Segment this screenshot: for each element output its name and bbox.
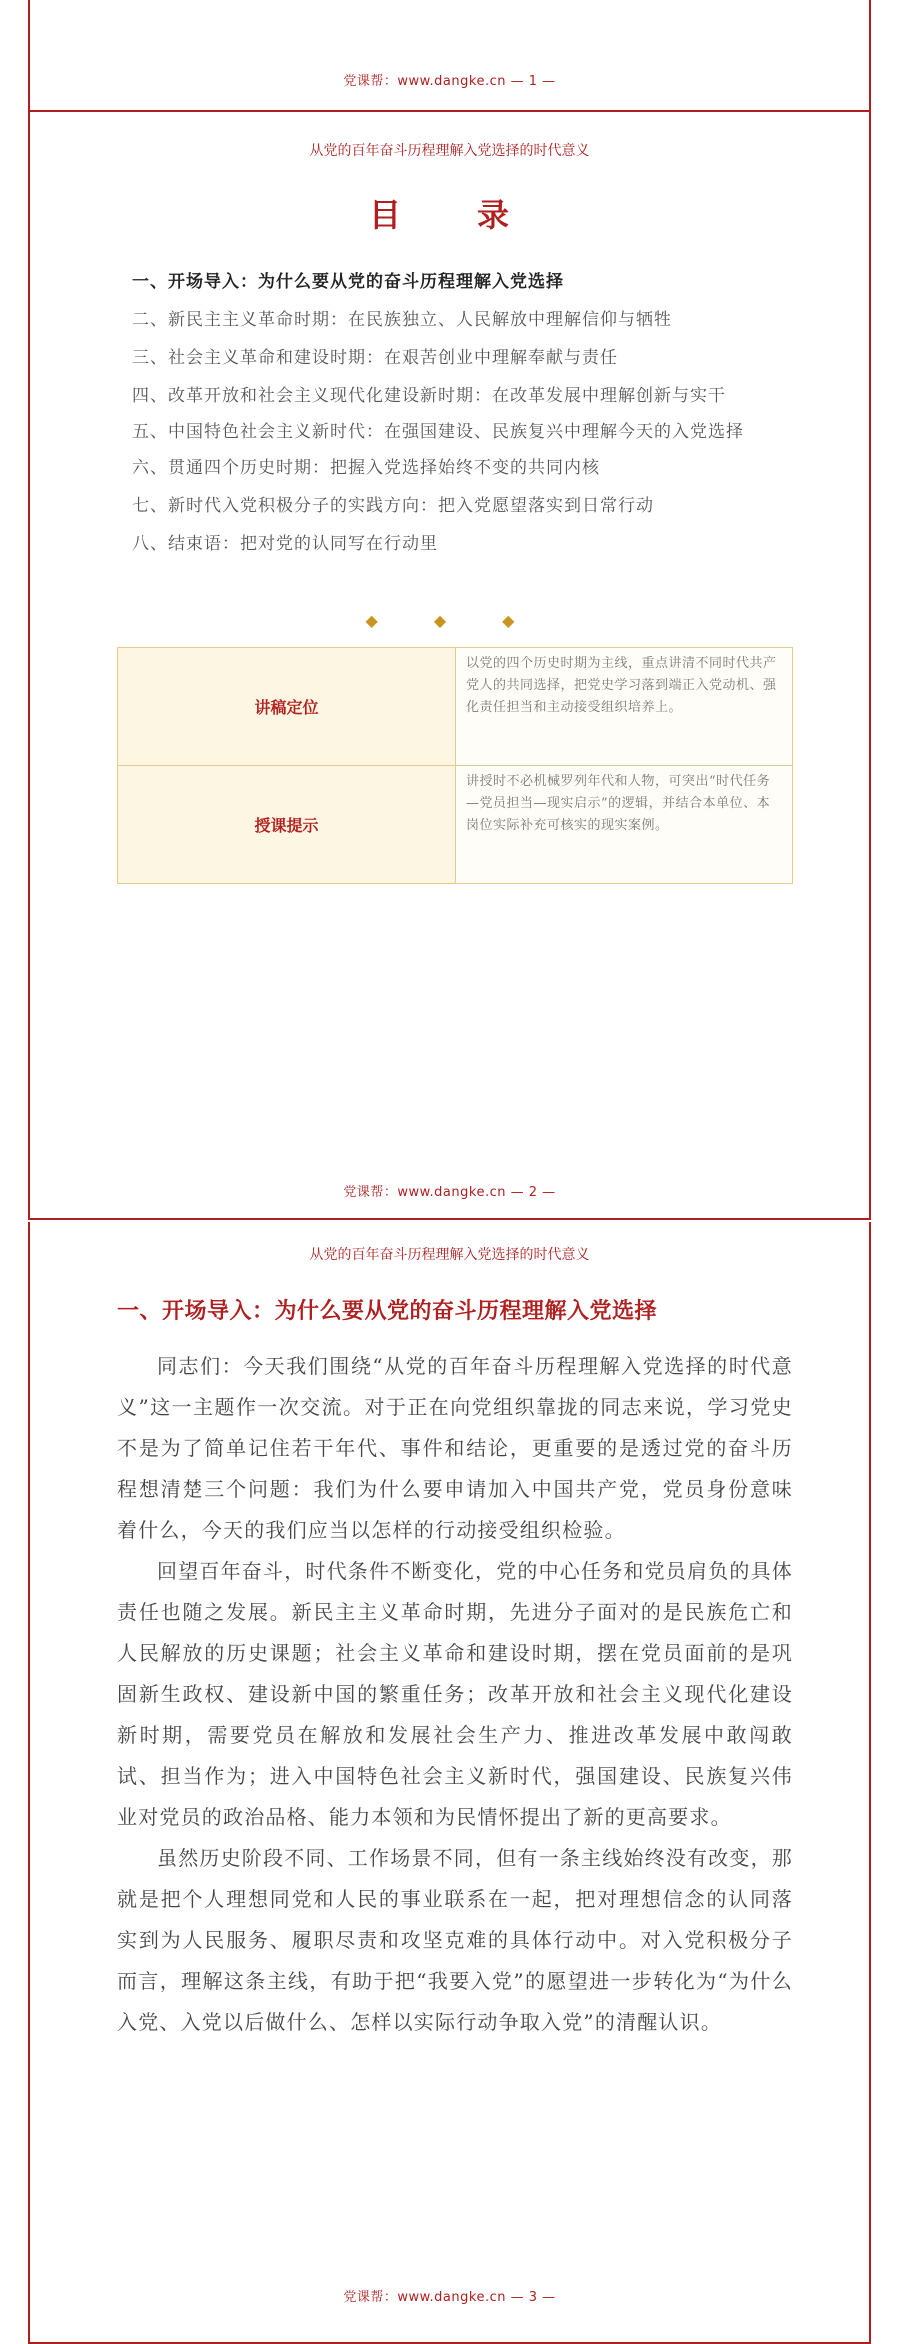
running-header-3: 从党的百年奋斗历程理解入党选择的时代意义 (309, 1247, 590, 1263)
toc-item-8[interactable]: 八、结束语：把对党的认同写在行动里 (132, 534, 438, 554)
toc-title: 目 录 (368, 196, 531, 234)
running-header-2: 从党的百年奋斗历程理解入党选择的时代意义 (309, 143, 590, 159)
info-label-positioning: 讲稿定位 (118, 648, 456, 766)
info-text-positioning: 以党的四个历史时期为主线，重点讲清不同时代共产党人的共同选择，把党史学习落到端正入党动机、强化责任担当和主动接受组织培养上。 (456, 648, 793, 766)
info-row-teaching-tip (118, 766, 793, 884)
toc-item-1[interactable]: 一、开场导入：为什么要从党的奋斗历程理解入党选择 (132, 272, 564, 292)
diamond-ornament: ◆ ◆ ◆ (365, 611, 535, 630)
toc-item-5[interactable]: 五、中国特色社会主义新时代：在强国建设、民族复兴中理解今天的入党选择 (132, 422, 744, 442)
toc-item-6[interactable]: 六、贯通四个历史时期：把握入党选择始终不变的共同内核 (132, 458, 600, 478)
page-footer-3: 党课帮：www.dangke.cn — 3 — (343, 2290, 556, 2305)
lecture-info-table (117, 647, 793, 884)
body-paragraph-3: 虽然历史阶段不同、工作场景不同，但有一条主线始终没有改变，那就是把个人理想同党和人民的事业联系在一起，把对理想信念的认同落实到为人民服务、履职尽责和攻坚克难的具体行动中。对入党积极分子而言，理解这条主线，有助于把“我要入党”的愿望进一步转化为“为什么入党、入党以后做什么、怎样以实际行动争取入党”的清醒认识。 (117, 1846, 793, 2034)
table-of-contents (132, 263, 792, 563)
info-label-teaching-tip: 授课提示 (118, 766, 456, 884)
body-paragraph-2: 回望百年奋斗，时代条件不断变化，党的中心任务和党员肩负的具体责任也随之发展。新民主主义革命时期，先进分子面对的是民族危亡和人民解放的历史课题；社会主义革命和建设时期，摆在党员面前的是巩固新生政权、建设新中国的繁重任务；改革开放和社会主义现代化建设新时期，需要党员在解放和发展社会生产力、推进改革发展中敢闯敢试、担当作为；进入中国特色社会主义新时代，强国建设、民族复兴伟业对党员的政治品格、能力本领和为民情怀提出了新的更高要求。 (117, 1559, 793, 1829)
toc-item-7[interactable]: 七、新时代入党积极分子的实践方向：把入党愿望落实到日常行动 (132, 496, 654, 516)
page-1-frame (28, 0, 871, 112)
toc-item-2[interactable]: 二、新民主主义革命时期：在民族独立、人民解放中理解信仰与牺牲 (132, 310, 672, 330)
body-paragraph-1: 同志们：今天我们围绕“从党的百年奋斗历程理解入党选择的时代意义”这一主题作一次交流。对于正在向党组织靠拢的同志来说，学习党史不是为了简单记住若干年代、事件和结论，更重要的是透过党的奋斗历程想清楚三个问题：我们为什么要申请加入中国共产党，党员身份意味着什么，今天的我们应当以怎样的行动接受组织检验。 (117, 1354, 793, 1542)
page-footer-2: 党课帮：www.dangke.cn — 2 — (343, 1185, 556, 1200)
section-body (117, 1346, 793, 2043)
section-title: 一、开场导入：为什么要从党的奋斗历程理解入党选择 (117, 1299, 658, 1324)
toc-item-4[interactable]: 四、改革开放和社会主义现代化建设新时期：在改革发展中理解创新与实干 (132, 386, 726, 406)
info-text-teaching-tip: 讲授时不必机械罗列年代和人物，可突出“时代任务—党员担当—现实启示”的逻辑，并结合本单位、本岗位实际补充可核实的现实案例。 (456, 766, 793, 884)
info-row-positioning (118, 648, 793, 766)
toc-item-3[interactable]: 三、社会主义革命和建设时期：在艰苦创业中理解奉献与责任 (132, 348, 618, 368)
page-footer-1: 党课帮：www.dangke.cn — 1 — (343, 74, 556, 89)
